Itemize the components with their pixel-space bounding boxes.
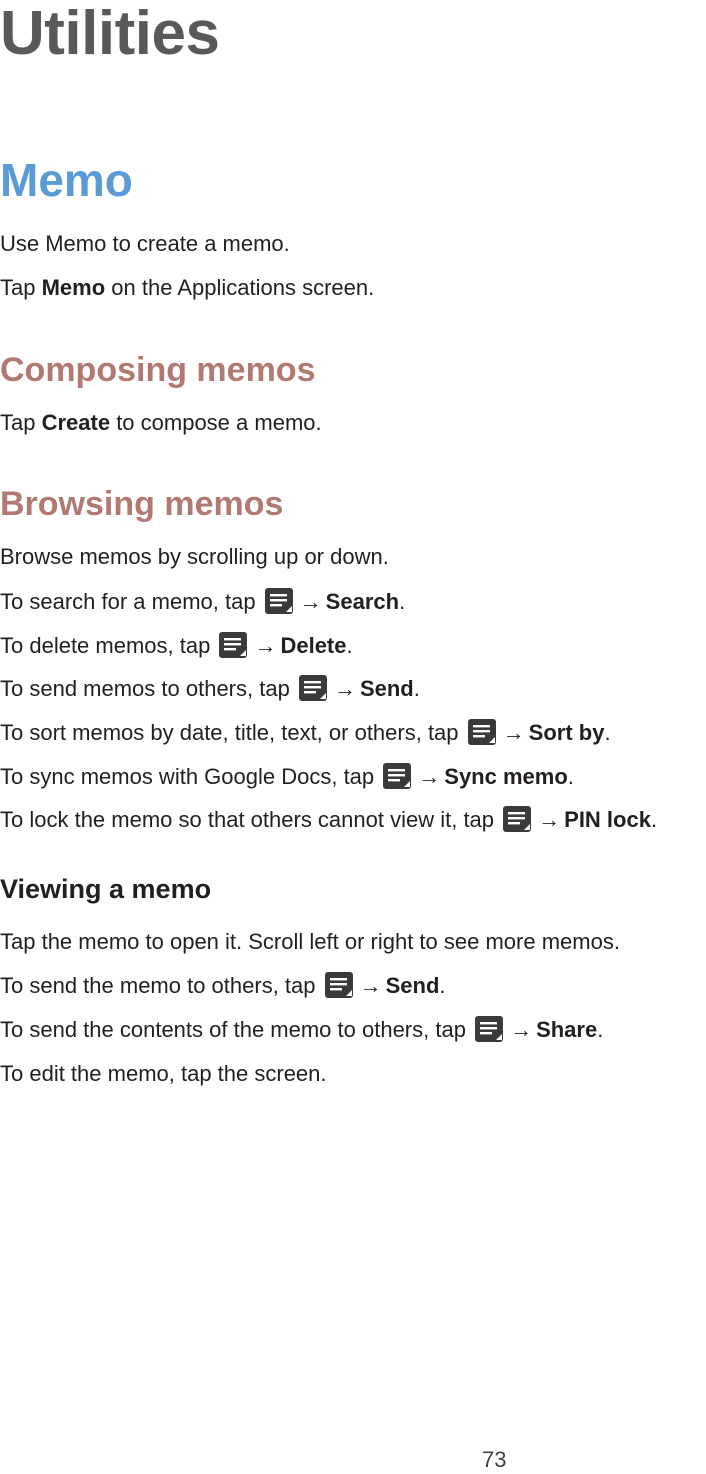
browsing-menu-option: Send xyxy=(359,676,414,701)
browsing-line-end: . xyxy=(567,764,574,789)
browsing-line xyxy=(0,631,353,660)
viewing-menu-option: Send xyxy=(385,973,440,998)
browsing-line xyxy=(0,805,657,834)
browsing-line-end: . xyxy=(346,633,353,658)
browsing-line xyxy=(0,674,420,703)
viewing-line-end: . xyxy=(597,1017,604,1042)
chapter-title: Utilities xyxy=(0,0,220,68)
browsing-line-end: . xyxy=(413,676,420,701)
page-number: 73 xyxy=(482,1447,507,1472)
arrow-glyph: → xyxy=(538,807,561,832)
arrow-glyph: → xyxy=(254,633,277,658)
intro-line-2-post: on the Applications screen. xyxy=(105,275,375,300)
composing-line-post: to compose a memo. xyxy=(110,410,322,435)
composing-line-pre: Tap xyxy=(0,410,42,435)
browsing-menu-option: Search xyxy=(325,589,400,614)
menu-icon xyxy=(474,1015,504,1043)
browsing-line-end: . xyxy=(399,589,406,614)
viewing-line xyxy=(0,1015,603,1044)
browsing-line-text: To lock the memo so that others cannot view it, tap xyxy=(0,807,501,832)
viewing-title: Viewing a memo xyxy=(0,874,212,904)
browsing-intro: Browse memos by scrolling up or down. xyxy=(0,544,389,569)
viewing-line-text: To send the contents of the memo to others, tap xyxy=(0,1017,473,1042)
composing-title: Composing memos xyxy=(0,351,316,389)
arrow-glyph: → xyxy=(502,720,525,745)
arrow-glyph: → xyxy=(418,764,441,789)
intro-line-2-pre: Tap xyxy=(0,275,42,300)
composing-line-bold: Create xyxy=(41,410,111,435)
browsing-menu-option: Sort by xyxy=(528,720,605,745)
intro-line-2 xyxy=(0,274,374,302)
browsing-line-text: To send memos to others, tap xyxy=(0,676,296,701)
viewing-menu-option: Share xyxy=(536,1017,598,1042)
composing-line xyxy=(0,409,322,437)
arrow-glyph: → xyxy=(299,589,322,614)
arrow-glyph: → xyxy=(333,676,356,701)
browsing-line xyxy=(0,587,405,616)
menu-icon xyxy=(502,805,532,833)
browsing-line-end: . xyxy=(650,807,658,832)
browsing-line-text: To search for a memo, tap xyxy=(0,589,262,614)
menu-icon xyxy=(324,971,354,999)
viewing-outro: To edit the memo, tap the screen. xyxy=(0,1061,327,1086)
viewing-line-text: To send the memo to others, tap xyxy=(0,973,322,998)
intro-line-2-bold: Memo xyxy=(41,275,106,300)
viewing-intro: Tap the memo to open it. Scroll left or right to see more memos. xyxy=(0,929,620,954)
browsing-line-text: To sort memos by date, title, text, or others, tap xyxy=(0,720,465,745)
viewing-line-end: . xyxy=(439,973,446,998)
browsing-line-text: To delete memos, tap xyxy=(0,633,217,658)
intro-line-1: Use Memo to create a memo. xyxy=(0,231,290,256)
menu-icon xyxy=(264,587,294,615)
browsing-line xyxy=(0,762,574,791)
browsing-title: Browsing memos xyxy=(0,485,284,523)
arrow-glyph: → xyxy=(510,1017,533,1042)
browsing-menu-option: Delete xyxy=(280,633,347,658)
viewing-line xyxy=(0,971,446,1000)
browsing-line-text: To sync memos with Google Docs, tap xyxy=(0,764,381,789)
browsing-menu-option: Sync memo xyxy=(444,764,568,789)
browsing-line xyxy=(0,718,611,747)
menu-icon xyxy=(382,762,412,790)
menu-icon xyxy=(218,631,248,659)
section-title: Memo xyxy=(0,154,133,206)
browsing-line-end: . xyxy=(604,720,611,745)
browsing-menu-option: PIN lock xyxy=(564,807,651,832)
menu-icon xyxy=(298,674,328,702)
menu-icon xyxy=(467,718,497,746)
arrow-glyph: → xyxy=(359,973,382,998)
